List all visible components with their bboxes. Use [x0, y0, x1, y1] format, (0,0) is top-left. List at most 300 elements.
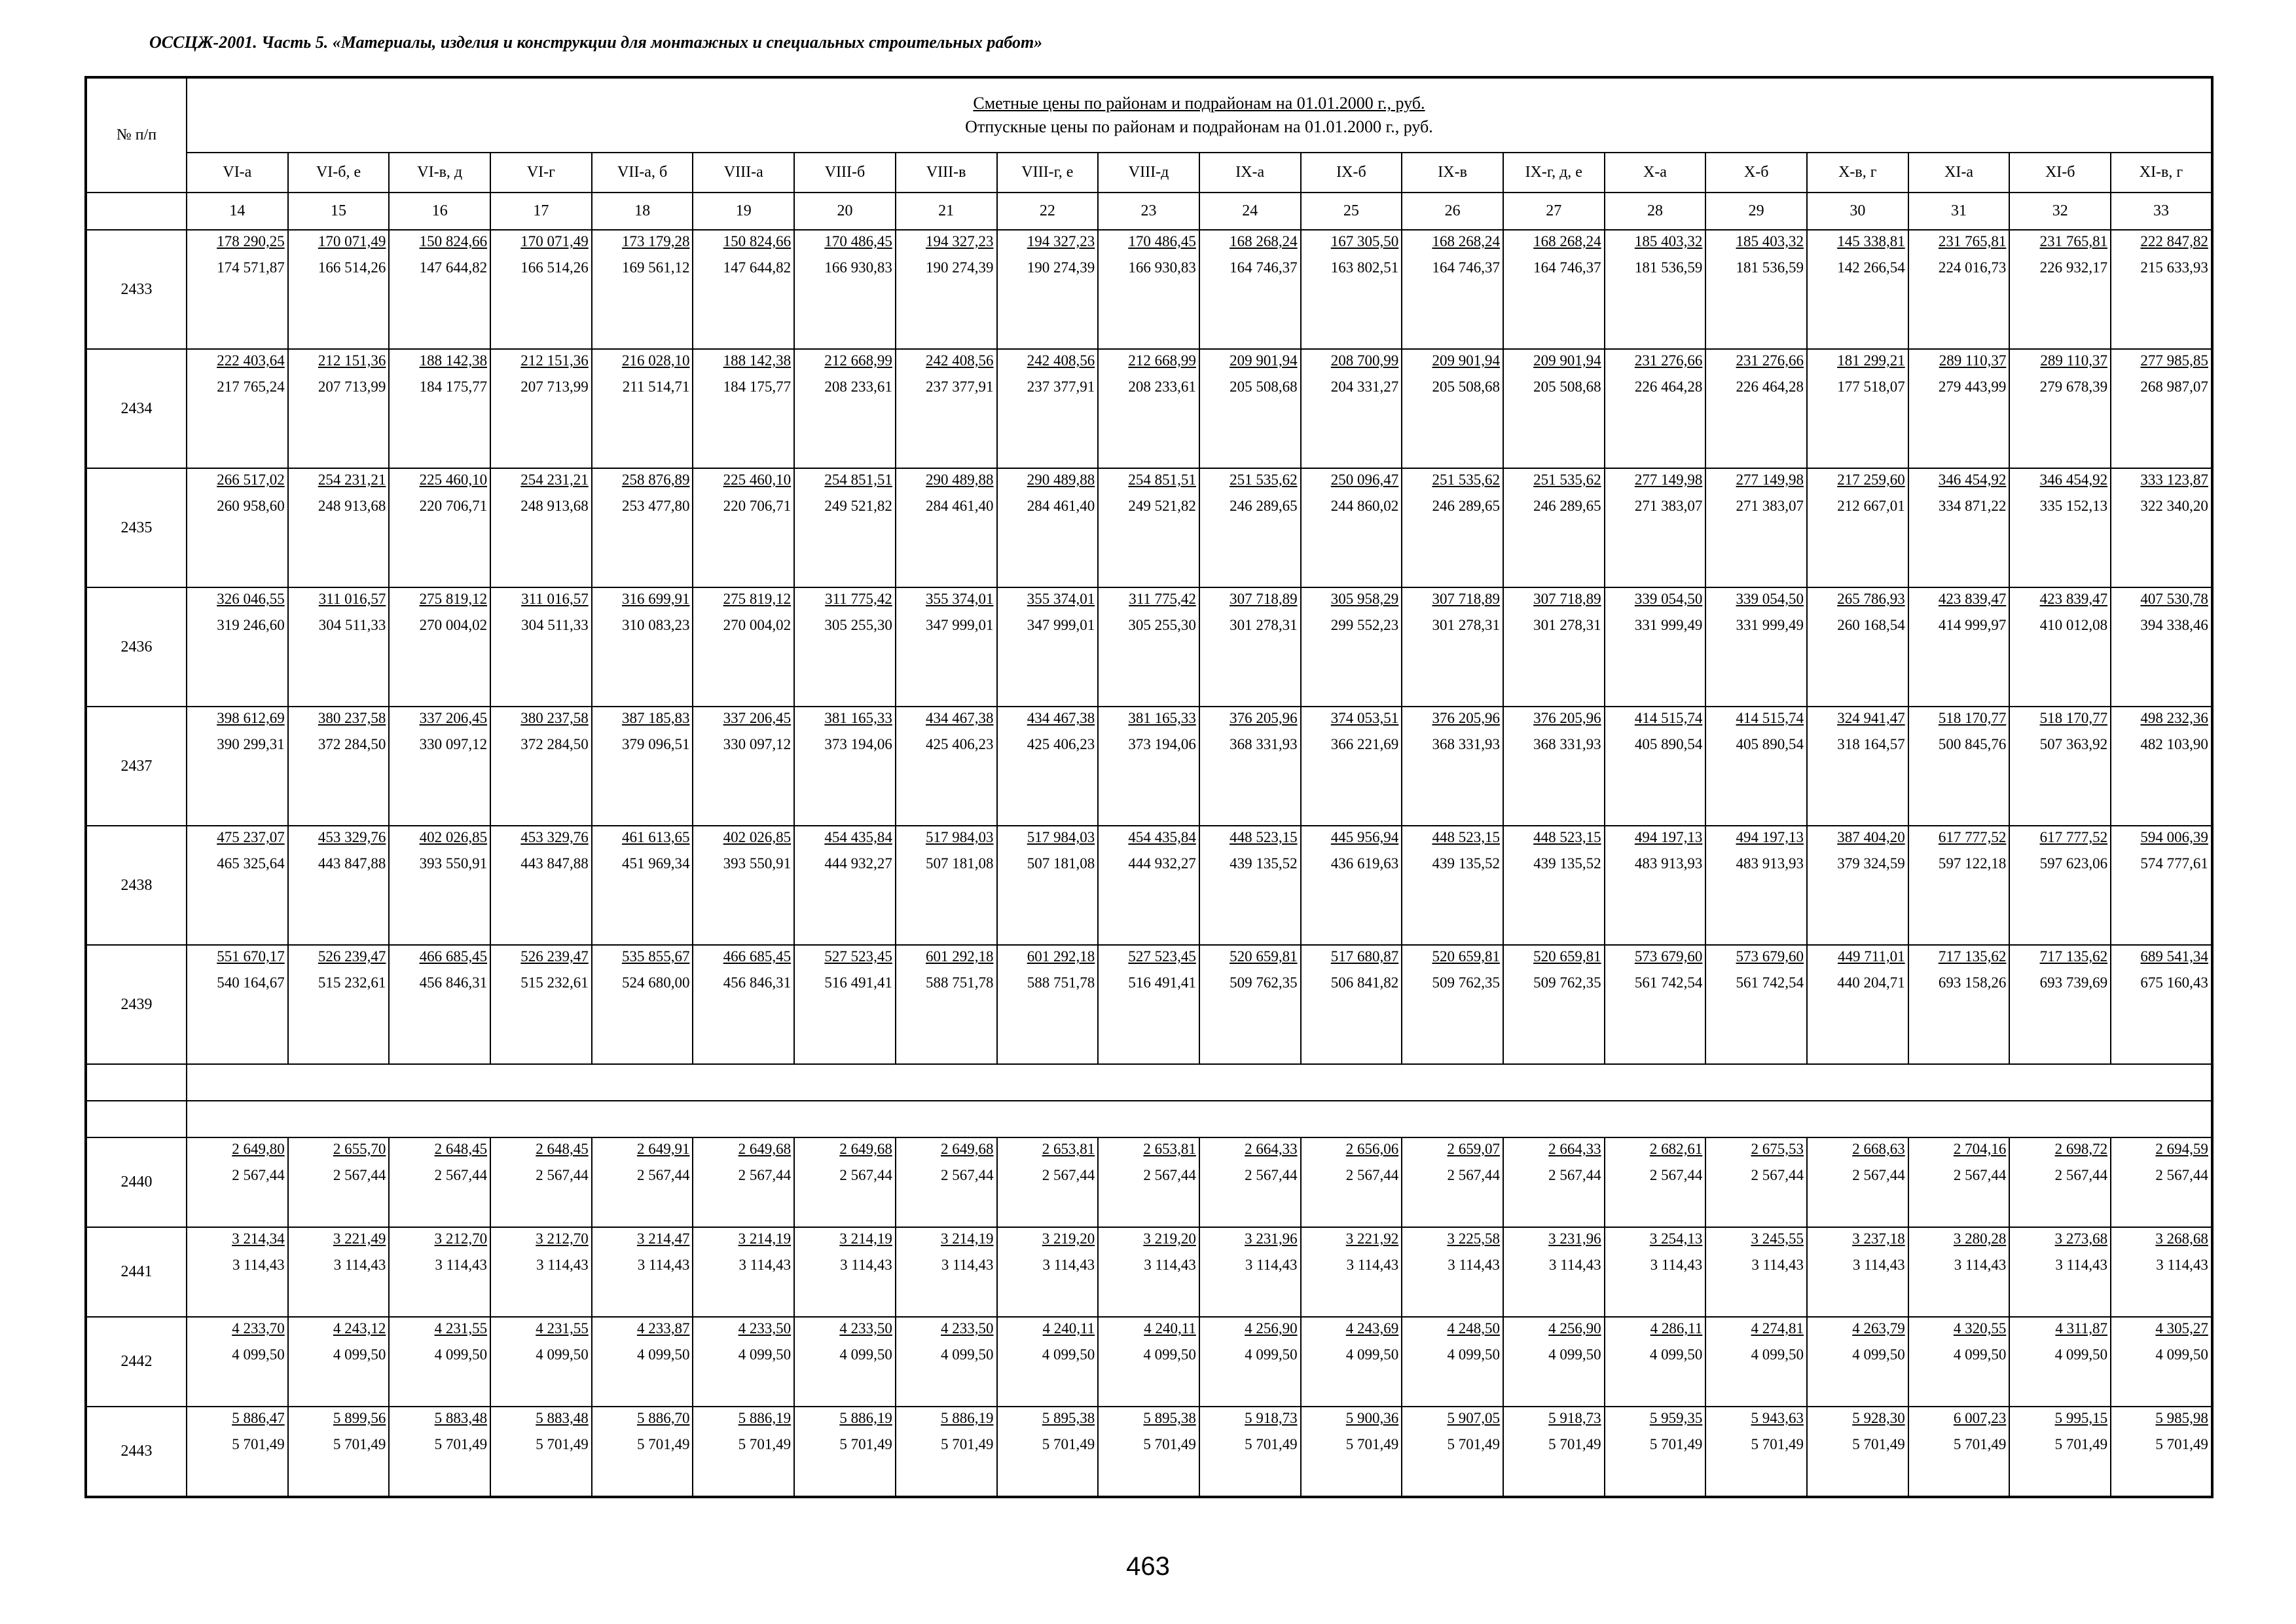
price-cell: [794, 1227, 896, 1317]
release-price: 2 567,44: [232, 1167, 285, 1183]
table-row: [86, 945, 2212, 1064]
price-cell: [1807, 1317, 1908, 1407]
price-cell: [693, 1407, 794, 1497]
price-cell: [490, 1137, 592, 1227]
estimate-price: 2 694,59: [2155, 1141, 2208, 1157]
price-cell: [1402, 349, 1503, 468]
release-price: 226 464,28: [1736, 378, 1804, 395]
release-price: 207 713,99: [520, 378, 589, 395]
price-cell: [2009, 1227, 2111, 1317]
price-cell: [187, 826, 288, 945]
estimate-price: 216 028,10: [621, 352, 690, 369]
estimate-price: 222 847,82: [2140, 233, 2208, 249]
estimate-price: 527 523,45: [824, 948, 892, 965]
estimate-price: 3 214,19: [738, 1230, 792, 1247]
price-cell: [997, 945, 1099, 1064]
release-price: 215 633,93: [2140, 259, 2208, 276]
row-number: 2439: [86, 945, 187, 1064]
release-price: 2 567,44: [636, 1167, 690, 1183]
estimate-price: 150 824,66: [419, 233, 488, 249]
release-price: 444 932,27: [824, 855, 892, 872]
price-cell: [997, 1137, 1099, 1227]
price-cell: [1301, 349, 1402, 468]
price-cell: [794, 1137, 896, 1227]
price-cell: [794, 468, 896, 587]
release-price: 675 160,43: [2140, 974, 2208, 991]
price-cell: [2111, 1137, 2212, 1227]
release-price: 184 175,77: [419, 378, 488, 395]
estimate-price: 307 718,89: [1533, 591, 1601, 607]
estimate-price: 3 225,58: [1447, 1230, 1500, 1247]
price-cell: [2111, 826, 2212, 945]
district-header: IX-в: [1402, 153, 1503, 193]
price-cell: [1402, 1227, 1503, 1317]
price-cell: [896, 230, 997, 349]
price-cell: [1098, 349, 1199, 468]
price-cell: [1503, 1317, 1605, 1407]
release-price: 270 004,02: [419, 617, 488, 633]
estimate-price: 212 151,36: [318, 352, 386, 369]
estimate-price: 150 824,66: [723, 233, 792, 249]
price-cell: [1807, 349, 1908, 468]
release-price: 4 099,50: [1953, 1346, 2007, 1363]
price-cell: [592, 826, 693, 945]
price-cell: [997, 1317, 1099, 1407]
estimate-price: 181 299,21: [1837, 352, 1905, 369]
estimate-price: 380 237,58: [318, 710, 386, 726]
release-price: 393 550,91: [723, 855, 792, 872]
estimate-price: 434 467,38: [1027, 710, 1095, 726]
estimate-price: 185 403,32: [1736, 233, 1804, 249]
release-price: 483 913,93: [1634, 855, 1703, 872]
release-price: 414 999,97: [1938, 617, 2007, 633]
price-cell: [1705, 707, 1807, 826]
release-price: 304 511,33: [318, 617, 386, 633]
release-price: 334 871,22: [1938, 498, 2007, 514]
price-cell: [187, 468, 288, 587]
estimate-price: 170 486,45: [824, 233, 892, 249]
price-cell: [288, 707, 390, 826]
release-price: 347 999,01: [1027, 617, 1095, 633]
release-price: 507 181,08: [1027, 855, 1095, 872]
price-cell: [1301, 468, 1402, 587]
estimate-price: 222 403,64: [217, 352, 285, 369]
price-cell: [187, 1137, 288, 1227]
release-price: 2 567,44: [1649, 1167, 1703, 1183]
price-cell: [1705, 468, 1807, 587]
estimate-price: 311 775,42: [825, 591, 892, 607]
estimate-price: 517 680,87: [1330, 948, 1399, 965]
price-cell: [1908, 1407, 2010, 1497]
release-price: 318 164,57: [1837, 736, 1905, 752]
price-cell: [187, 1407, 288, 1497]
price-cell: [389, 1407, 490, 1497]
price-cell: [1807, 468, 1908, 587]
release-price: 2 567,44: [1751, 1167, 1804, 1183]
release-price: 301 278,31: [1432, 617, 1500, 633]
price-cell: [997, 468, 1099, 587]
price-cell: [288, 1317, 390, 1407]
release-price: 4 099,50: [738, 1346, 792, 1363]
estimate-price: 2 664,33: [1245, 1141, 1298, 1157]
estimate-price: 188 142,38: [419, 352, 488, 369]
estimate-price: 251 535,62: [1230, 471, 1298, 488]
price-cell: [1199, 945, 1301, 1064]
row-number: 2438: [86, 826, 187, 945]
estimate-price: 4 274,81: [1751, 1320, 1804, 1337]
estimate-price: 307 718,89: [1432, 591, 1500, 607]
release-price: 443 847,88: [520, 855, 589, 872]
estimate-price: 4 233,70: [232, 1320, 285, 1337]
row-number: 2442: [86, 1317, 187, 1407]
estimate-price: 188 142,38: [723, 352, 792, 369]
release-price: 3 114,43: [1042, 1257, 1095, 1273]
price-cell: [288, 826, 390, 945]
release-price: 299 552,23: [1330, 617, 1399, 633]
price-cell: [2009, 826, 2111, 945]
release-price: 304 511,33: [521, 617, 589, 633]
price-cell: [1908, 1227, 2010, 1317]
price-cell: [794, 1407, 896, 1497]
estimate-price: 2 648,45: [536, 1141, 589, 1157]
price-cell: [187, 945, 288, 1064]
estimate-price: 168 268,24: [1432, 233, 1500, 249]
release-price: 164 746,37: [1432, 259, 1500, 276]
estimate-price: 475 237,07: [217, 829, 285, 845]
price-cell: [2111, 230, 2212, 349]
release-price: 516 491,41: [824, 974, 892, 991]
release-price: 4 099,50: [1042, 1346, 1095, 1363]
estimate-price: 326 046,55: [217, 591, 285, 607]
column-number: 14: [187, 193, 288, 230]
release-price: 3 114,43: [333, 1257, 386, 1273]
price-cell: [490, 230, 592, 349]
price-cell: [794, 945, 896, 1064]
release-price: 4 099,50: [1245, 1346, 1298, 1363]
estimate-price: 3 219,20: [1042, 1230, 1095, 1247]
price-cell: [997, 230, 1099, 349]
release-price: 2 567,44: [941, 1167, 994, 1183]
release-price: 439 135,52: [1432, 855, 1500, 872]
price-cell: [1199, 1137, 1301, 1227]
price-cell: [1503, 587, 1605, 707]
price-cell: [288, 230, 390, 349]
price-cell: [693, 1227, 794, 1317]
estimate-price: 251 535,62: [1432, 471, 1500, 488]
release-price: 597 122,18: [1938, 855, 2007, 872]
estimate-price: 376 205,96: [1230, 710, 1298, 726]
estimate-price: 208 700,99: [1330, 352, 1399, 369]
estimate-price: 3 245,55: [1751, 1230, 1804, 1247]
district-header: VIII-д: [1098, 153, 1199, 193]
table-row: [86, 1317, 2212, 1407]
price-cell: [1807, 707, 1908, 826]
column-number: 15: [288, 193, 390, 230]
price-cell: [187, 1227, 288, 1317]
price-cell: [1503, 468, 1605, 587]
release-price: 3 114,43: [1346, 1257, 1399, 1273]
release-price: 451 969,34: [621, 855, 690, 872]
release-price: 515 232,61: [318, 974, 386, 991]
price-cell: [490, 826, 592, 945]
estimate-price: 307 718,89: [1230, 591, 1298, 607]
estimate-price: 225 460,10: [419, 471, 488, 488]
release-price: 4 099,50: [1649, 1346, 1703, 1363]
release-price: 142 266,54: [1837, 259, 1905, 276]
release-price: 335 152,13: [2039, 498, 2108, 514]
estimate-price: 2 675,53: [1751, 1141, 1804, 1157]
estimate-price: 3 214,47: [636, 1230, 690, 1247]
release-price: 166 930,83: [1128, 259, 1196, 276]
price-cell: [2009, 1317, 2111, 1407]
release-price: 220 706,71: [419, 498, 488, 514]
estimate-price: 4 256,90: [1548, 1320, 1601, 1337]
price-cell: [490, 468, 592, 587]
price-cell: [2111, 587, 2212, 707]
price-cell: [1705, 230, 1807, 349]
release-price: 244 860,02: [1330, 498, 1399, 514]
estimate-price: 445 956,94: [1330, 829, 1399, 845]
column-number: 28: [1605, 193, 1706, 230]
estimate-price: 517 984,03: [1027, 829, 1095, 845]
price-cell: [2009, 230, 2111, 349]
release-price: 190 274,39: [1027, 259, 1095, 276]
price-cell: [896, 1227, 997, 1317]
estimate-price: 2 649,91: [636, 1141, 690, 1157]
release-price: 2 567,44: [1548, 1167, 1601, 1183]
release-price: 588 751,78: [926, 974, 994, 991]
price-cell: [187, 1317, 288, 1407]
release-price: 483 913,93: [1736, 855, 1804, 872]
price-cell: [592, 587, 693, 707]
estimate-price: 168 268,24: [1533, 233, 1601, 249]
price-cell: [1402, 1407, 1503, 1497]
release-price: 147 644,82: [723, 259, 792, 276]
estimate-price: 4 231,55: [434, 1320, 488, 1337]
release-price: 279 678,39: [2039, 378, 2108, 395]
release-price: 271 383,07: [1736, 498, 1804, 514]
release-price: 372 284,50: [318, 736, 386, 752]
estimate-price: 5 886,47: [232, 1410, 285, 1426]
price-cell: [1199, 468, 1301, 587]
price-table: [84, 76, 2214, 1498]
price-cell: [1098, 230, 1199, 349]
table-row: [86, 230, 2212, 349]
estimate-price: 5 928,30: [1852, 1410, 1905, 1426]
release-price: 3 114,43: [1751, 1257, 1804, 1273]
estimate-price: 275 819,12: [419, 591, 488, 607]
estimate-price: 5 943,63: [1751, 1410, 1804, 1426]
release-price: 5 701,49: [434, 1436, 488, 1452]
price-cell: [1301, 587, 1402, 707]
release-price: 509 762,35: [1230, 974, 1298, 991]
release-price: 174 571,87: [217, 259, 285, 276]
release-price: 588 751,78: [1027, 974, 1095, 991]
estimate-price: 185 403,32: [1634, 233, 1703, 249]
price-cell: [896, 587, 997, 707]
release-price: 3 114,43: [2156, 1257, 2208, 1273]
release-price: 246 289,65: [1533, 498, 1601, 514]
estimate-price: 4 263,79: [1852, 1320, 1905, 1337]
document-header: ОССЦЖ-2001. Часть 5. «Материалы, изделия и конструкции для монтажных и специальных строительных работ»: [149, 33, 1043, 52]
price-cell: [490, 349, 592, 468]
estimate-price: 398 612,69: [217, 710, 285, 726]
release-price: 260 168,54: [1837, 617, 1905, 633]
estimate-price: 2 649,68: [839, 1141, 892, 1157]
release-price: 163 802,51: [1330, 259, 1399, 276]
release-price: 693 739,69: [2039, 974, 2108, 991]
estimate-price: 4 240,11: [1144, 1320, 1196, 1337]
estimate-price: 6 007,23: [1953, 1410, 2007, 1426]
release-price: 507 363,92: [2039, 736, 2108, 752]
price-cell: [1098, 826, 1199, 945]
release-price: 190 274,39: [926, 259, 994, 276]
column-number: 24: [1199, 193, 1301, 230]
estimate-price: 573 679,60: [1634, 948, 1703, 965]
estimate-price: 5 907,05: [1447, 1410, 1500, 1426]
estimate-price: 617 777,52: [1938, 829, 2007, 845]
estimate-price: 3 237,18: [1852, 1230, 1905, 1247]
price-cell: [2111, 707, 2212, 826]
price-cell: [1503, 707, 1605, 826]
release-price: 405 890,54: [1634, 736, 1703, 752]
price-cell: [1098, 945, 1199, 1064]
estimate-price: 494 197,13: [1736, 829, 1804, 845]
column-number: 29: [1705, 193, 1807, 230]
release-price: 2 567,44: [536, 1167, 589, 1183]
price-cell: [1301, 230, 1402, 349]
release-price: 5 701,49: [941, 1436, 994, 1452]
price-cell: [896, 349, 997, 468]
estimate-price: 5 886,70: [636, 1410, 690, 1426]
price-cell: [1098, 587, 1199, 707]
price-cell: [1098, 1407, 1199, 1497]
price-cell: [693, 349, 794, 468]
price-cell: [1098, 1227, 1199, 1317]
estimate-price: 5 895,38: [1042, 1410, 1095, 1426]
price-cell: [2009, 707, 2111, 826]
estimate-price: 453 329,76: [318, 829, 386, 845]
estimate-price: 526 239,47: [318, 948, 386, 965]
release-price: 373 194,06: [824, 736, 892, 752]
release-price: 166 514,26: [520, 259, 589, 276]
table-row: [86, 1407, 2212, 1497]
price-cell: [490, 707, 592, 826]
release-price: 253 477,80: [621, 498, 690, 514]
price-cell: [1402, 945, 1503, 1064]
release-price: 524 680,00: [621, 974, 690, 991]
estimate-price: 2 664,33: [1548, 1141, 1601, 1157]
estimate-price: 376 205,96: [1432, 710, 1500, 726]
estimate-price: 3 268,68: [2155, 1230, 2208, 1247]
price-cell: [2009, 1137, 2111, 1227]
release-price: 456 846,31: [419, 974, 488, 991]
price-cell: [1199, 587, 1301, 707]
estimate-price: 414 515,74: [1736, 710, 1804, 726]
price-cell: [490, 945, 592, 1064]
release-price: 268 987,07: [2140, 378, 2208, 395]
release-price: 597 623,06: [2039, 855, 2108, 872]
estimate-price: 2 698,72: [2054, 1141, 2108, 1157]
estimate-price: 526 239,47: [520, 948, 589, 965]
column-number-row: [86, 193, 2212, 230]
release-price: 4 099,50: [1548, 1346, 1601, 1363]
release-price: 205 508,68: [1230, 378, 1298, 395]
district-header: XI-а: [1908, 153, 2010, 193]
release-price: 5 701,49: [839, 1436, 892, 1452]
price-cell: [1402, 468, 1503, 587]
price-cell: [2009, 587, 2111, 707]
estimate-price: 466 685,45: [723, 948, 792, 965]
estimate-price: 448 523,15: [1432, 829, 1500, 845]
release-price: 4 099,50: [1447, 1346, 1500, 1363]
release-price: 205 508,68: [1432, 378, 1500, 395]
price-cell: [1503, 230, 1605, 349]
estimate-price: 5 883,48: [536, 1410, 589, 1426]
price-cell: [1402, 230, 1503, 349]
row-number: 2436: [86, 587, 187, 707]
table-row: [86, 707, 2212, 826]
price-cell: [896, 1317, 997, 1407]
blank-row: [86, 1064, 2212, 1101]
price-cell: [1605, 945, 1706, 1064]
estimate-price: 518 170,77: [1938, 710, 2007, 726]
estimate-price: 374 053,51: [1330, 710, 1399, 726]
release-price: 509 762,35: [1432, 974, 1500, 991]
release-price: 3 114,43: [1448, 1257, 1500, 1273]
district-header: VI-в, д: [389, 153, 490, 193]
estimate-price: 3 212,70: [434, 1230, 488, 1247]
page-number: 463: [1126, 1552, 1170, 1581]
release-price: 322 340,20: [2140, 498, 2208, 514]
release-price: 4 099,50: [636, 1346, 690, 1363]
price-cell: [794, 707, 896, 826]
release-price: 368 331,93: [1533, 736, 1601, 752]
price-cell: [896, 707, 997, 826]
release-price: 2 567,44: [1042, 1167, 1095, 1183]
estimate-price: 494 197,13: [1634, 829, 1703, 845]
price-cell: [1807, 1407, 1908, 1497]
estimate-price: 3 214,34: [232, 1230, 285, 1247]
price-cell: [896, 1407, 997, 1497]
estimate-price: 376 205,96: [1533, 710, 1601, 726]
price-cell: [1705, 1317, 1807, 1407]
estimate-price: 402 026,85: [723, 829, 792, 845]
estimate-price: 250 096,47: [1330, 471, 1399, 488]
estimate-price: 251 535,62: [1533, 471, 1601, 488]
price-cell: [1605, 468, 1706, 587]
release-price: 177 518,07: [1837, 378, 1905, 395]
release-price: 166 930,83: [824, 259, 892, 276]
estimate-price: 145 338,81: [1837, 233, 1905, 249]
release-price: 3 114,43: [536, 1257, 589, 1273]
price-cell: [693, 1137, 794, 1227]
price-cell: [187, 230, 288, 349]
estimate-price: 324 941,47: [1837, 710, 1905, 726]
price-cell: [389, 587, 490, 707]
estimate-price: 277 149,98: [1634, 471, 1703, 488]
release-price: 509 762,35: [1533, 974, 1601, 991]
price-cell: [1199, 707, 1301, 826]
price-cell: [1301, 1227, 1402, 1317]
price-cell: [896, 1137, 997, 1227]
price-cell: [1605, 230, 1706, 349]
price-cell: [288, 1227, 390, 1317]
column-number: 22: [997, 193, 1099, 230]
district-header: X-а: [1605, 153, 1706, 193]
price-cell: [1503, 1407, 1605, 1497]
price-cell: [1705, 349, 1807, 468]
